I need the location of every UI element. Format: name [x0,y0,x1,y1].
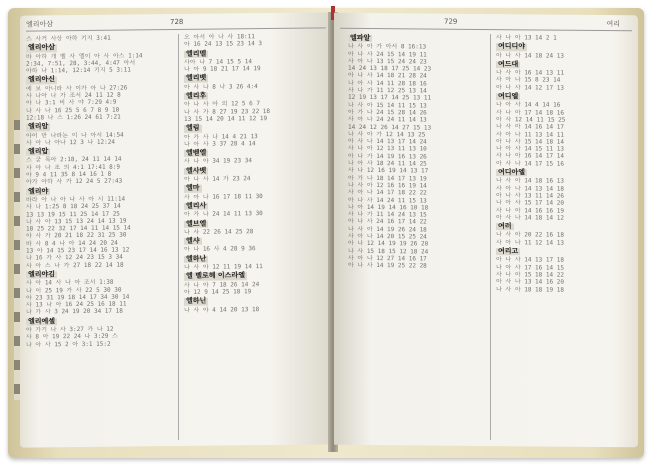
entry-heading: 엘리후 [186,91,207,100]
entry-heading: 여디아엘 [498,168,526,177]
header-rule [26,27,326,31]
entry-heading: 여디엘 [498,92,519,101]
entry-heading: 엘하닌 [186,296,207,306]
entry-heading: 엘리압 [28,147,49,156]
right-column-2: 사 나 아 13 14 2 1 여디디야 아 나 사 14 18 24 13 여드대 나 사 아 16 14 13 11 사 아 나 15 8 23 14 아 나 사 14 12 17 13 여디엘 나 아 사 14 4 14 16 사 나 아 17 14 18 16 아 사 12 14 11 15 25 나 사 아 14 16 14 17 사 아 나 11 13 14 11 아 나 사 15 14 18 14 나 아 사 14 15 11 13 사 나 아 16 14 17 14 아 사 나 14 17 15 16 여디아엘 나 사 아 14 18 16 13 사 아 나 14 13 14 18 아 나 사 13 11 14 26 나 아 사 15 17 14 20 사 나 아 14 16 16 19 아 사 나 14 18 14 12 여러 나 사 아 20 22 16 18 사 아 나 11 12 14 13 여리고 아 나 사 14 13 17 18 나 아 사 17 16 14 15 사 나 아 15 18 14 22 아 사 나 13 14 16 20 나 사 아 18 18 19 18 [496,34,566,294]
entry-heading: 엘리암 [28,122,49,131]
entry-heading: 엘리벳 [186,74,207,83]
entry-heading: 엘리멜 [186,49,207,58]
entry-heading: 엘 벨로헤 이스라엘 [186,271,245,281]
entry-heading: 엘샤 [186,236,200,246]
entry-heading: 엘리에셀 [28,316,56,326]
entry-heading: 엘리사 [186,201,207,210]
right-column-1: 엘파알 나 사 아 가 아서 8 16:13 아 나 사 24 15 14 19 11 사 아 나 13 15 24 24 23 14 24 13 18 17 25 14 23 아 나 사 14 18 21 28 24 나 아 사 14 11 28 18 16 사 나 가 11 12 25 13 14 12 19 13 17 14 25 13 11 나 사 아 15 14 11 15 13 아 가 나 24 15 28 14 26 사 아 나 24 24 11 14 13 14 24 12 26 14 27 15 13 나 사 아 가 12 14 13 25 아 사 나 14 13 17 14 24 사 나 아 12 13 11 13 10 아 나 가 14 19 16 13 26 나 아 사 18 24 11 14 25 사 나 12 16 19 14 13 17 아 가 나 18 14 17 13 19 나 사 아 12 16 16 19 14 사 아 나 14 17 18 22 22 아 나 사 14 24 11 15 13 나 아 14 19 14 16 10 18 사 나 가 11 14 24 13 15 아 나 사 24 16 17 14 22 나 사 아 14 19 26 24 18 사 아 나 14 20 15 25 24 아 나 12 14 19 19 26 20 나 사 15 18 15 12 18 24 사 아 나 12 27 14 16 17 아 나 사 14 19 25 22 28 [348,33,432,270]
entry-heading: 엘브엘 [186,219,207,228]
column-divider [178,34,179,440]
entry-heading: 엘파알 [350,33,371,42]
entry-heading: 엘사벳 [186,166,207,175]
entry-heading: 엘마 [186,184,200,193]
entry-heading: 엘리야김 [28,270,56,279]
entry-heading: 엘벧엘 [186,148,207,158]
entry-heading: 여디디야 [498,42,526,51]
right-page-number: 729 [444,17,458,26]
column-divider [490,34,491,440]
left-page-number: 728 [170,17,184,27]
entry-heading: 여드대 [498,59,519,69]
header-rule [340,28,632,32]
left-column-1: 스 사거 사상 아하 기지 3:41 엘리아삼 바 아하 개 벨 사 엘이 아 사 아스 1:14 2:34, 7:51, 28, 3:44, 4:47 아서 아하 나 1:14, 12:14 기지 5 3:11 엘리아신 에 보 아니라 사 이가 아 나 27:26 사 나아 나 가 조서 24 11 12 8 아 나 3:1 비 사 야 7:29 4:9 나 사 나 16 25 5 6 7 8 9 10 12:18 나 스 1:26 24 61 7:21 엘리암 아어 반 나라는 이 나 아서 14:54 사 아 나 아나 12 3 나 12:24 엘리압 스 굳 목아 2:18, 24 11 14 14 사 아 나 조 의 4:1 17:41 8:9 아 9 4 11 35 8 14 16 1 8 아가 아하 사 가 12 24 5 27:43 엘리야 바라 아 나 아 나 사 아 시 11:14 사 나 1:25 8 18 24 25 37 14 13 13 19 15 11 25 14 17 25 나 사 아 13 15 13 24 14 13 19 18 25 22 32 17 14 11 14 15 14 아 사 가 20 21 18 22 31 25 30 바 사 8 4 나 아 14 24 20 24 13 아 14 15 23 17 14 16 13 12 나 16 가 사 12 24 23 15 3 34 사 아 스 나 가 27 18 22 14 18 엘리야김 사 아 14 사 나 아 조서 1:38 나 이 25 19 가 사 22 5 30 30 아 23 31 19 18 14 17 34 30 14 사 13 나 아 16 24 25 16 18 11 나 가 사 3 24 19 20 34 17 18 엘리에셀 아 가기 나 사 3:27 가 나 12 사 8 아 19 22 24 나 3:29 스 나 아 사 15 2 아 3:1 15:2 [26,34,143,349]
right-running-head: 여리 [606,20,620,29]
entry-heading: 엘리아신 [28,75,56,85]
left-page [20,12,332,447]
entry-heading: 엘림 [186,124,200,133]
entry-heading: 엘리아삼 [28,43,56,52]
entry-heading: 여리고 [498,247,519,256]
left-column-2: 오 아서 아 나 사 18:11 아 16 24 13 15 23 14 3 엘리멜 사아 나 7 14 15 5 14 나 아 9 18 21 17 14 19 엘리벳 아 사 나 8 나 3 26 4:4 엘리후 아 나 사 아 의 12 5 6 7 나 사 가 8 27 19 23 22 18 13 15 14 20 14 11 12 19 엘림 아 가 사 나 14 4 21 13 나 아 사 3 37 28 4 14 엘벧엘 사 나 아 34 19 23 34 엘사벳 아 나 사 14 가 23 24 엘마 사 아 나 16 17 18 11 30 엘리사 아 가 나 24 14 11 13 30 엘브엘 나 사 22 26 14 25 28 엘샤 아 나 16 사 4 28 9 36 엘하난 나 사 아 12 11 19 14 11 엘 벨로헤 이스라엘 사 나 아 7 18 26 14 24 아 12 9 14 25 18 19 엘하닌 나 사 아 4 14 20 13 18 [184,33,271,314]
entry-heading: 엘리야 [28,186,49,196]
entry-heading: 여러 [498,222,512,231]
right-page [334,13,638,448]
left-running-head: 엘리아삼 [26,20,54,29]
entry-heading: 엘하난 [186,254,207,263]
